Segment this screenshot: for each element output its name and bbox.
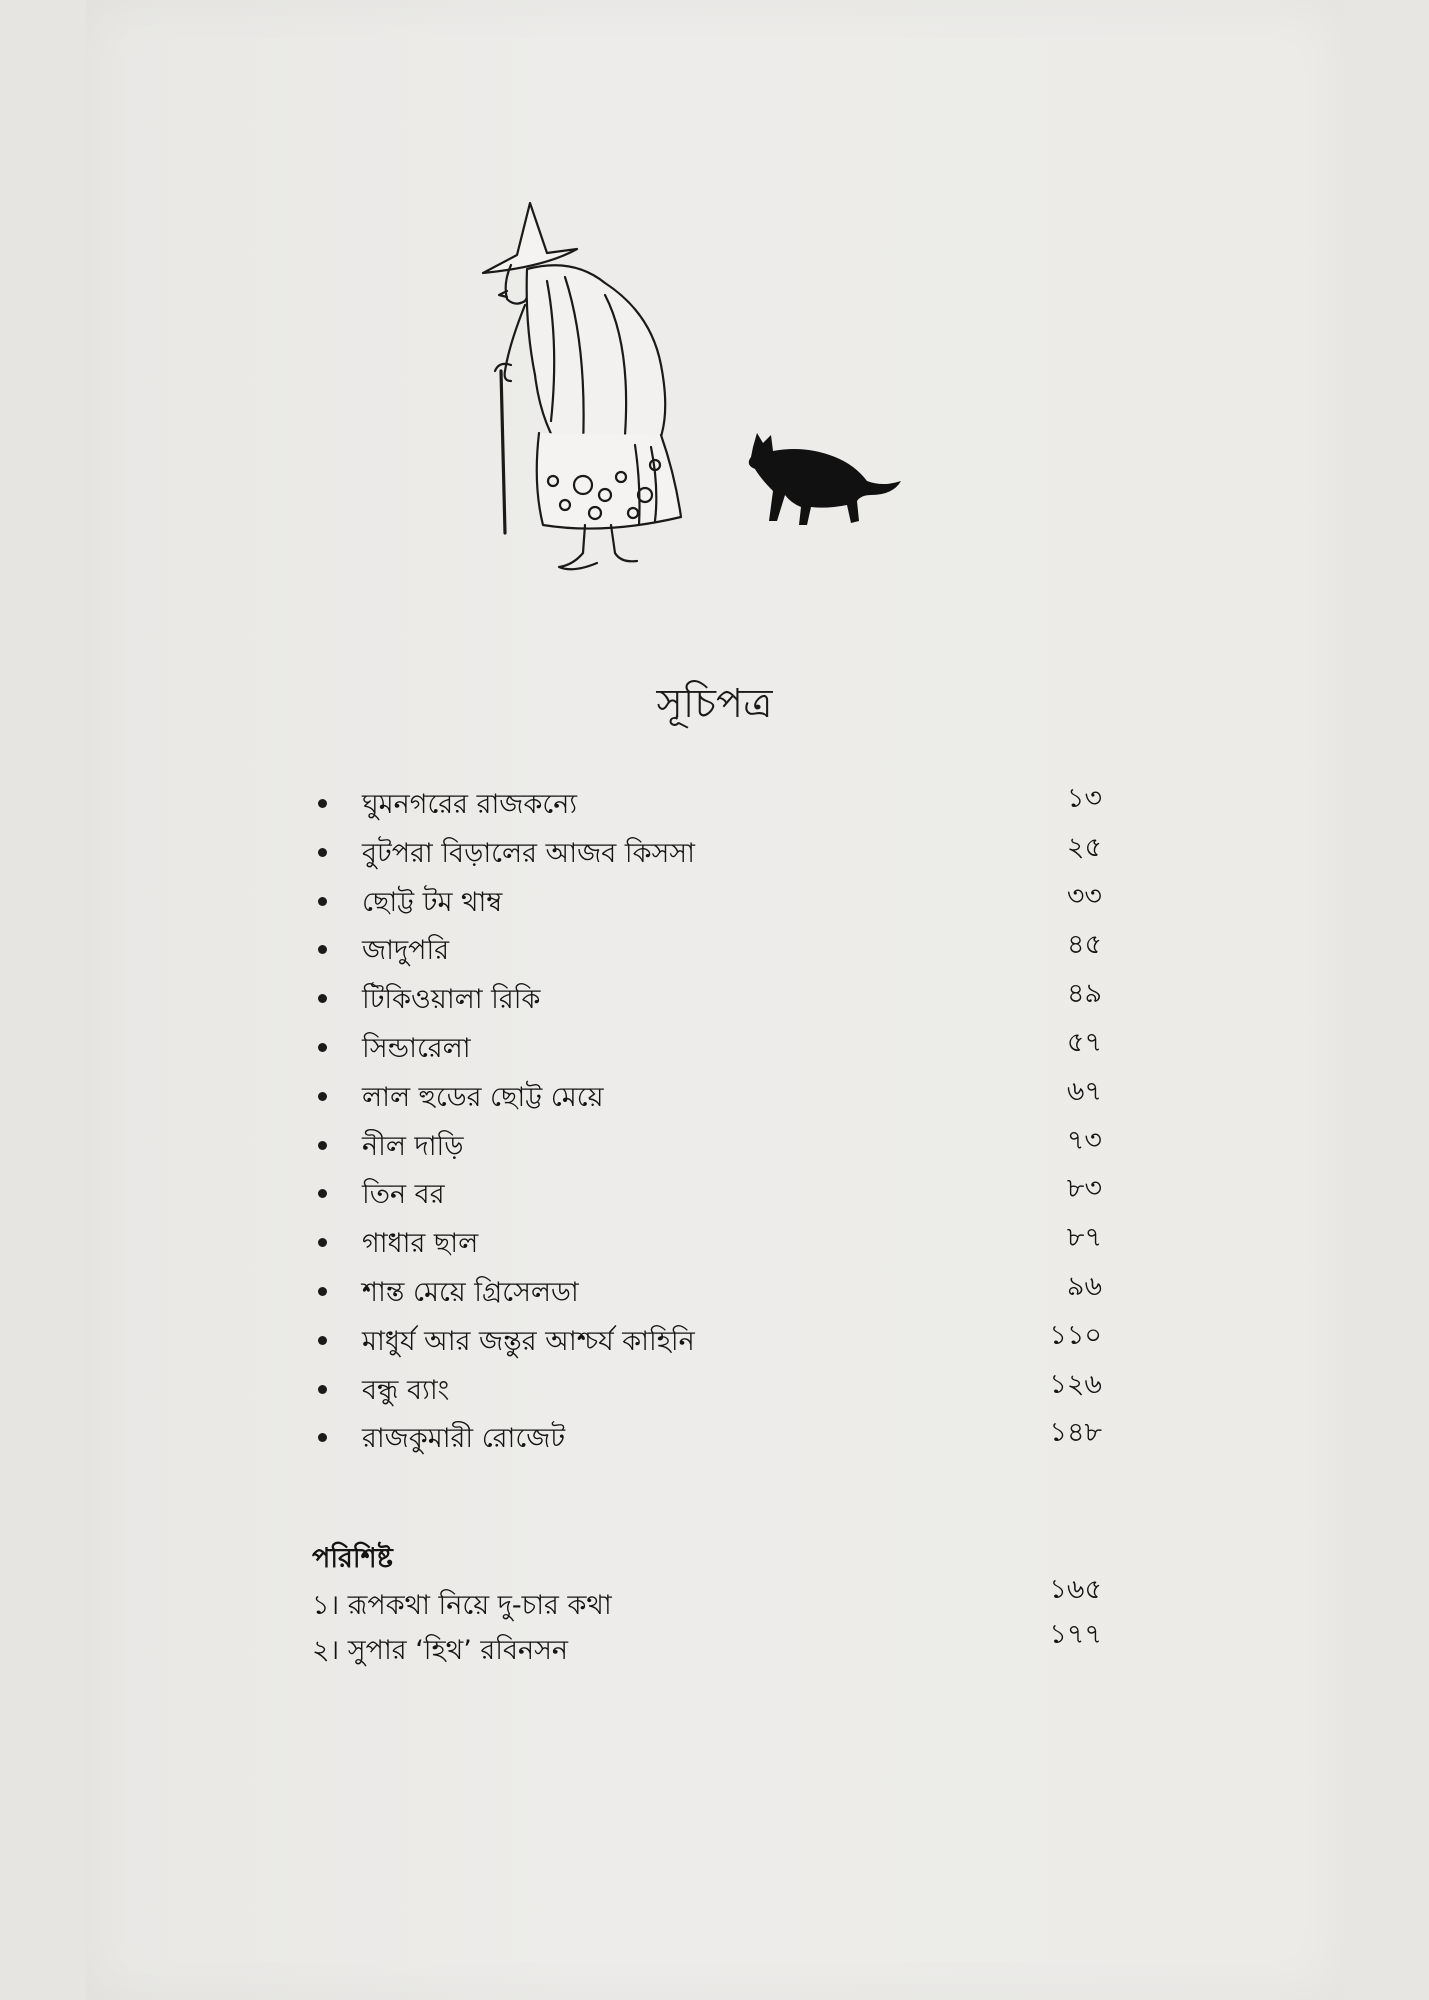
appendix-entry-title: ২। সুপার ‘হিথ’ রবিনসন (312, 1635, 569, 1666)
toc-entry-title: গাধার ছাল (362, 1228, 479, 1260)
toc-entry[interactable] (312, 1217, 1102, 1266)
bullet-icon (318, 994, 327, 1003)
toc-entry-title: লাল হুডের ছোট্ট মেয়ে (362, 1081, 604, 1113)
page-margin-right (1343, 0, 1429, 2000)
toc-entry-title: জাদুপরি (362, 935, 450, 967)
appendix-entry-page: ১৬৫ (1049, 1574, 1102, 1605)
toc-entry-title: সিন্ডারেলা (362, 1032, 471, 1064)
appendix-entry[interactable] (312, 1565, 1102, 1621)
bullet-icon (318, 897, 327, 906)
toc-entry-title: বন্ধু ব্যাং (362, 1374, 450, 1406)
toc-entry-page: ৬৭ (1066, 1075, 1102, 1107)
toc-entry-title: ছোট্ট টম থাম্ব (362, 886, 503, 918)
toc-entry-page: ১২৬ (1049, 1368, 1102, 1400)
toc-entry[interactable] (312, 778, 1102, 827)
toc-entry-page: ৪৯ (1066, 978, 1102, 1010)
toc-entry-title: নীল দাড়ি (362, 1130, 464, 1162)
page-margin-left (0, 0, 86, 2000)
toc-entry[interactable] (312, 1364, 1102, 1413)
toc-entry[interactable] (312, 973, 1102, 1022)
toc-entry-title: রাজকুমারী রোজেট (362, 1423, 566, 1455)
toc-entry[interactable] (312, 1266, 1102, 1315)
toc-entry[interactable] (312, 924, 1102, 973)
page-title: সূচিপত্র (656, 681, 773, 727)
toc-entry[interactable] (312, 1412, 1102, 1461)
toc-entry[interactable] (312, 1120, 1102, 1169)
bullet-icon (318, 1433, 327, 1442)
bullet-icon (318, 1141, 327, 1150)
toc-entry-title: মাধুর্য আর জন্তুর আশ্চর্য কাহিনি (362, 1325, 695, 1357)
toc-entry-page: ২৫ (1066, 831, 1102, 863)
toc-entry-title: শান্ত মেয়ে গ্রিসেলডা (362, 1276, 579, 1308)
toc-entry[interactable] (312, 827, 1102, 876)
bullet-icon (318, 1238, 327, 1247)
toc-entry[interactable] (312, 1071, 1102, 1120)
bullet-icon (318, 799, 327, 808)
toc-entry-title: টিকিওয়ালা রিকি (362, 984, 541, 1016)
bullet-icon (318, 1092, 327, 1101)
toc-entry-title: তিন বর (362, 1179, 445, 1211)
toc-entry-page: ৪৫ (1066, 929, 1102, 961)
toc-entry-title: ঘুমনগরের রাজকন্যে (362, 789, 578, 820)
bullet-icon (318, 1189, 327, 1198)
appendix-entry[interactable] (312, 1610, 1102, 1666)
toc-entry-page: ৮৩ (1066, 1173, 1102, 1205)
appendix-list (312, 1565, 1102, 1666)
appendix-entry-page: ১৭৭ (1049, 1619, 1102, 1650)
toc-entry[interactable] (312, 1168, 1102, 1217)
toc-entry-page: ৮৭ (1066, 1222, 1102, 1254)
witch-and-cat-illustration (455, 195, 915, 590)
toc-entry[interactable] (312, 1315, 1102, 1364)
bullet-icon (318, 1287, 327, 1296)
toc-entry-page: ১১০ (1049, 1319, 1102, 1351)
appendix-entry-title: ১। রূপকথা নিয়ে দু-চার কথা (312, 1590, 612, 1621)
bullet-icon (318, 1385, 327, 1394)
appendix-heading: পরিশিষ্ট (312, 1543, 393, 1574)
toc-entry[interactable] (312, 876, 1102, 925)
bullet-icon (318, 1043, 327, 1052)
table-of-contents (312, 778, 1102, 1461)
toc-entry-page: ৫৭ (1066, 1026, 1102, 1058)
toc-entry-title: বুটপরা বিড়ালের আজব কিসসা (362, 837, 695, 869)
toc-entry-page: ১৪৮ (1049, 1417, 1102, 1449)
toc-entry-page: ১৩ (1066, 783, 1102, 814)
bullet-icon (318, 848, 327, 857)
bullet-icon (318, 945, 327, 954)
bullet-icon (318, 1336, 327, 1345)
toc-entry-page: ৯৬ (1066, 1270, 1102, 1302)
toc-entry-page: ৩৩ (1066, 880, 1102, 912)
toc-entry[interactable] (312, 1022, 1102, 1071)
toc-entry-page: ৭৩ (1066, 1124, 1102, 1156)
